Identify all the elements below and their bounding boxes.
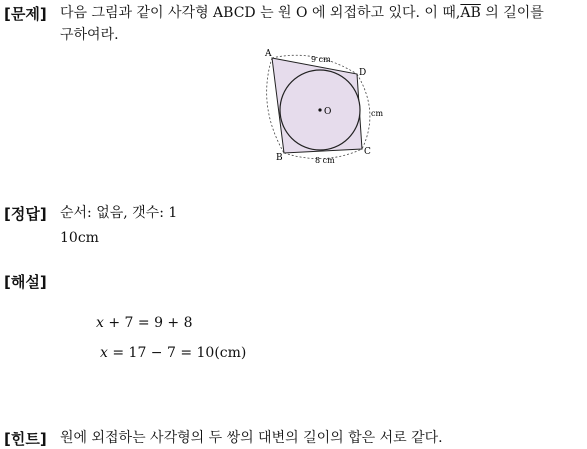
vertex-c: C — [364, 147, 371, 157]
vertex-a: A — [265, 49, 272, 59]
vertex-d: D — [359, 68, 367, 78]
top-length-label: 9 cm — [311, 55, 331, 64]
equation-1 — [96, 315, 193, 331]
hint-label: [힌트] — [4, 430, 47, 448]
center-point — [318, 108, 321, 111]
problem-text-line2: 구하여라. — [60, 27, 119, 43]
solution-label: [해설] — [4, 273, 47, 291]
problem-label: [문제] — [4, 5, 47, 23]
equation-2-rest: = 17 − 7 = 10(cm) — [107, 345, 247, 361]
answer-value: 10cm — [60, 230, 99, 246]
quadrilateral-figure — [255, 46, 395, 166]
equation-2-variable: x — [100, 345, 108, 361]
hint-text: 원에 외접하는 사각형의 두 쌍의 대변의 길이의 합은 서로 같다. — [60, 430, 443, 446]
problem-text-part: 다음 그림과 같이 사각형 ABCD 는 원 O 에 외접하고 있다. 이 때, — [60, 5, 461, 21]
center-label: O — [324, 107, 332, 117]
answer-info: 순서: 없음, 갯수: 1 — [60, 205, 178, 221]
bottom-length-label: 8 cm — [315, 156, 335, 165]
vertex-b: B — [276, 153, 283, 163]
segment-ab: $\overline{AB}$ — [460, 5, 481, 21]
problem-text-part: 의 길이를 — [480, 5, 544, 21]
equation-1-rest: + 7 = 9 + 8 — [103, 315, 193, 331]
right-length-label: cm — [371, 109, 384, 118]
equation-2 — [100, 345, 246, 361]
answer-label: [정답] — [4, 205, 47, 223]
problem-text-line1 — [60, 4, 544, 22]
equation-1-variable: x — [96, 315, 104, 331]
